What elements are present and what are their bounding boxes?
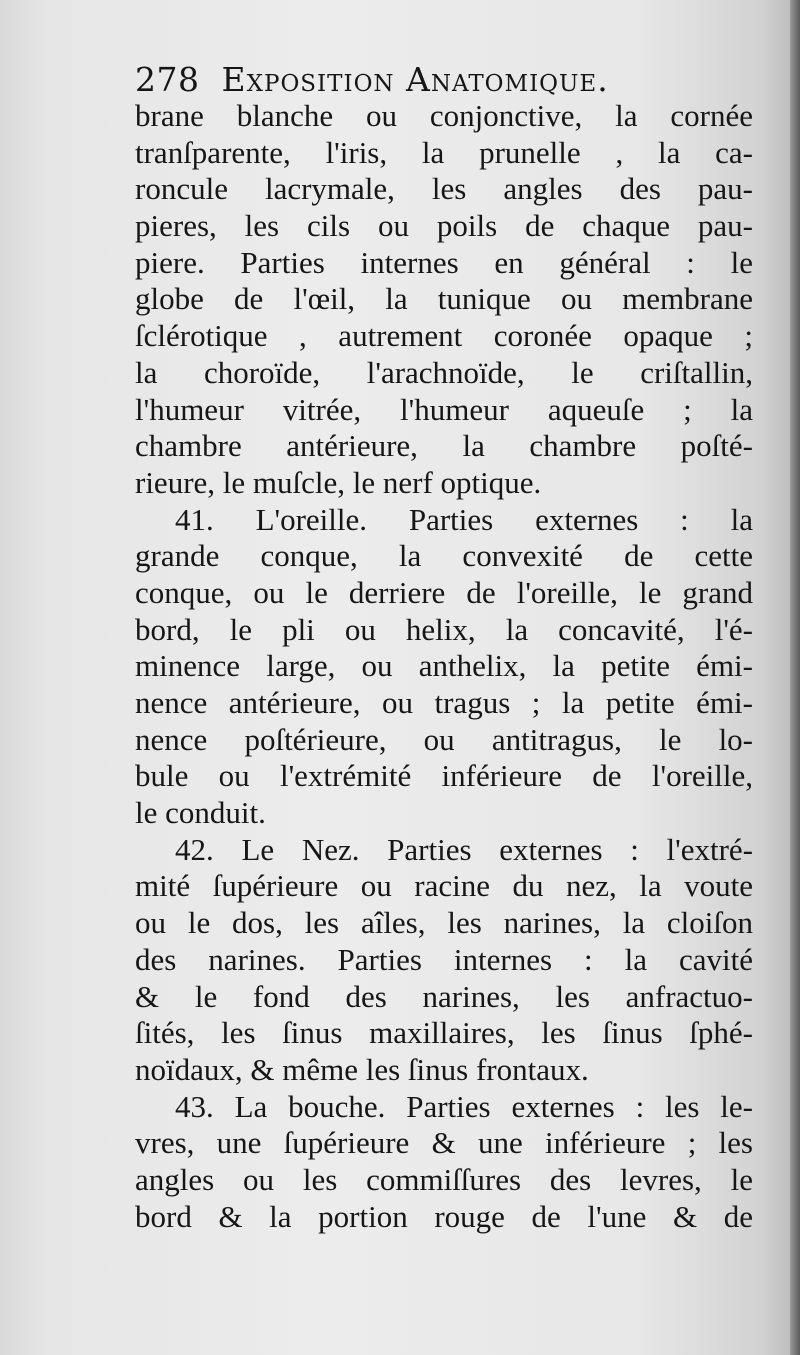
text-line: vres, une ſupérieure & une inférieure ; les — [135, 1125, 753, 1161]
text-line: la choroïde, l'arachnoïde, le criſtallin, — [135, 354, 753, 390]
text-line: chambre antérieure, la chambre poſté- — [135, 428, 753, 464]
text-line: piere. Parties internes en général : le — [135, 244, 753, 280]
text-line: conque, ou le derriere de l'oreille, le grand — [135, 574, 753, 610]
text-line: roncule lacrymale, les angles des pau- — [135, 171, 753, 207]
text-line: 43. La bouche. Parties externes : les le- — [175, 1088, 753, 1124]
page-edge — [790, 0, 800, 1355]
text-line: brane blanche ou conjonctive, la cornée — [135, 98, 753, 133]
text-line: bule ou l'extrémité inférieure de l'oreille, — [135, 758, 753, 794]
running-head — [135, 62, 753, 98]
page-number: 278 — [135, 60, 200, 99]
text-line: globe de l'œil, la tunique ou membrane — [135, 281, 753, 317]
text-line: pieres, les cils ou poils de chaque pau- — [135, 208, 753, 244]
text-line: des narines. Parties internes : la cavité — [135, 941, 753, 977]
text-line: bord & la portion rouge de l'une & de — [135, 1198, 753, 1234]
text-line: 41. L'oreille. Parties externes : la — [175, 501, 753, 537]
text-line: ſclérotique , autrement coronée opaque ; — [135, 318, 753, 354]
text-line: bord, le pli ou helix, la concavité, l'é- — [135, 611, 753, 647]
text-line: rieure, le muſcle, le nerf optique. — [135, 464, 542, 500]
text-line: 42. Le Nez. Parties externes : l'extré- — [175, 831, 753, 867]
text-line: noïdaux, & même les ſinus frontaux. — [135, 1051, 589, 1087]
text-line: nence poſtérieure, ou antitragus, le lo- — [135, 721, 753, 757]
text-line: mité ſupérieure ou racine du nez, la voute — [135, 868, 753, 904]
text-line: grande conque, la convexité de cette — [135, 538, 753, 574]
text-line: minence large, ou anthelix, la petite émi- — [135, 648, 753, 684]
text-line: ſités, les ſinus maxillaires, les ſinus ſphé- — [135, 1015, 753, 1051]
text-line: & le fond des narines, les anfractuo- — [135, 978, 753, 1014]
text-line: angles ou les commiſſures des levres, le — [135, 1161, 753, 1197]
text-line: nence antérieure, ou tragus ; la petite émi- — [135, 685, 753, 720]
text-line: l'humeur vitrée, l'humeur aqueuſe ; la — [135, 391, 753, 427]
text-line: tranſparente, l'iris, la prunelle , la ca- — [135, 134, 753, 170]
text-body — [135, 98, 753, 1235]
running-title: Exposition Anatomique. — [221, 60, 609, 99]
text-line: ou le dos, les aîles, les narines, la cloiſon — [135, 905, 753, 941]
text-line: le conduit. — [135, 795, 266, 831]
page-content — [135, 62, 753, 1235]
